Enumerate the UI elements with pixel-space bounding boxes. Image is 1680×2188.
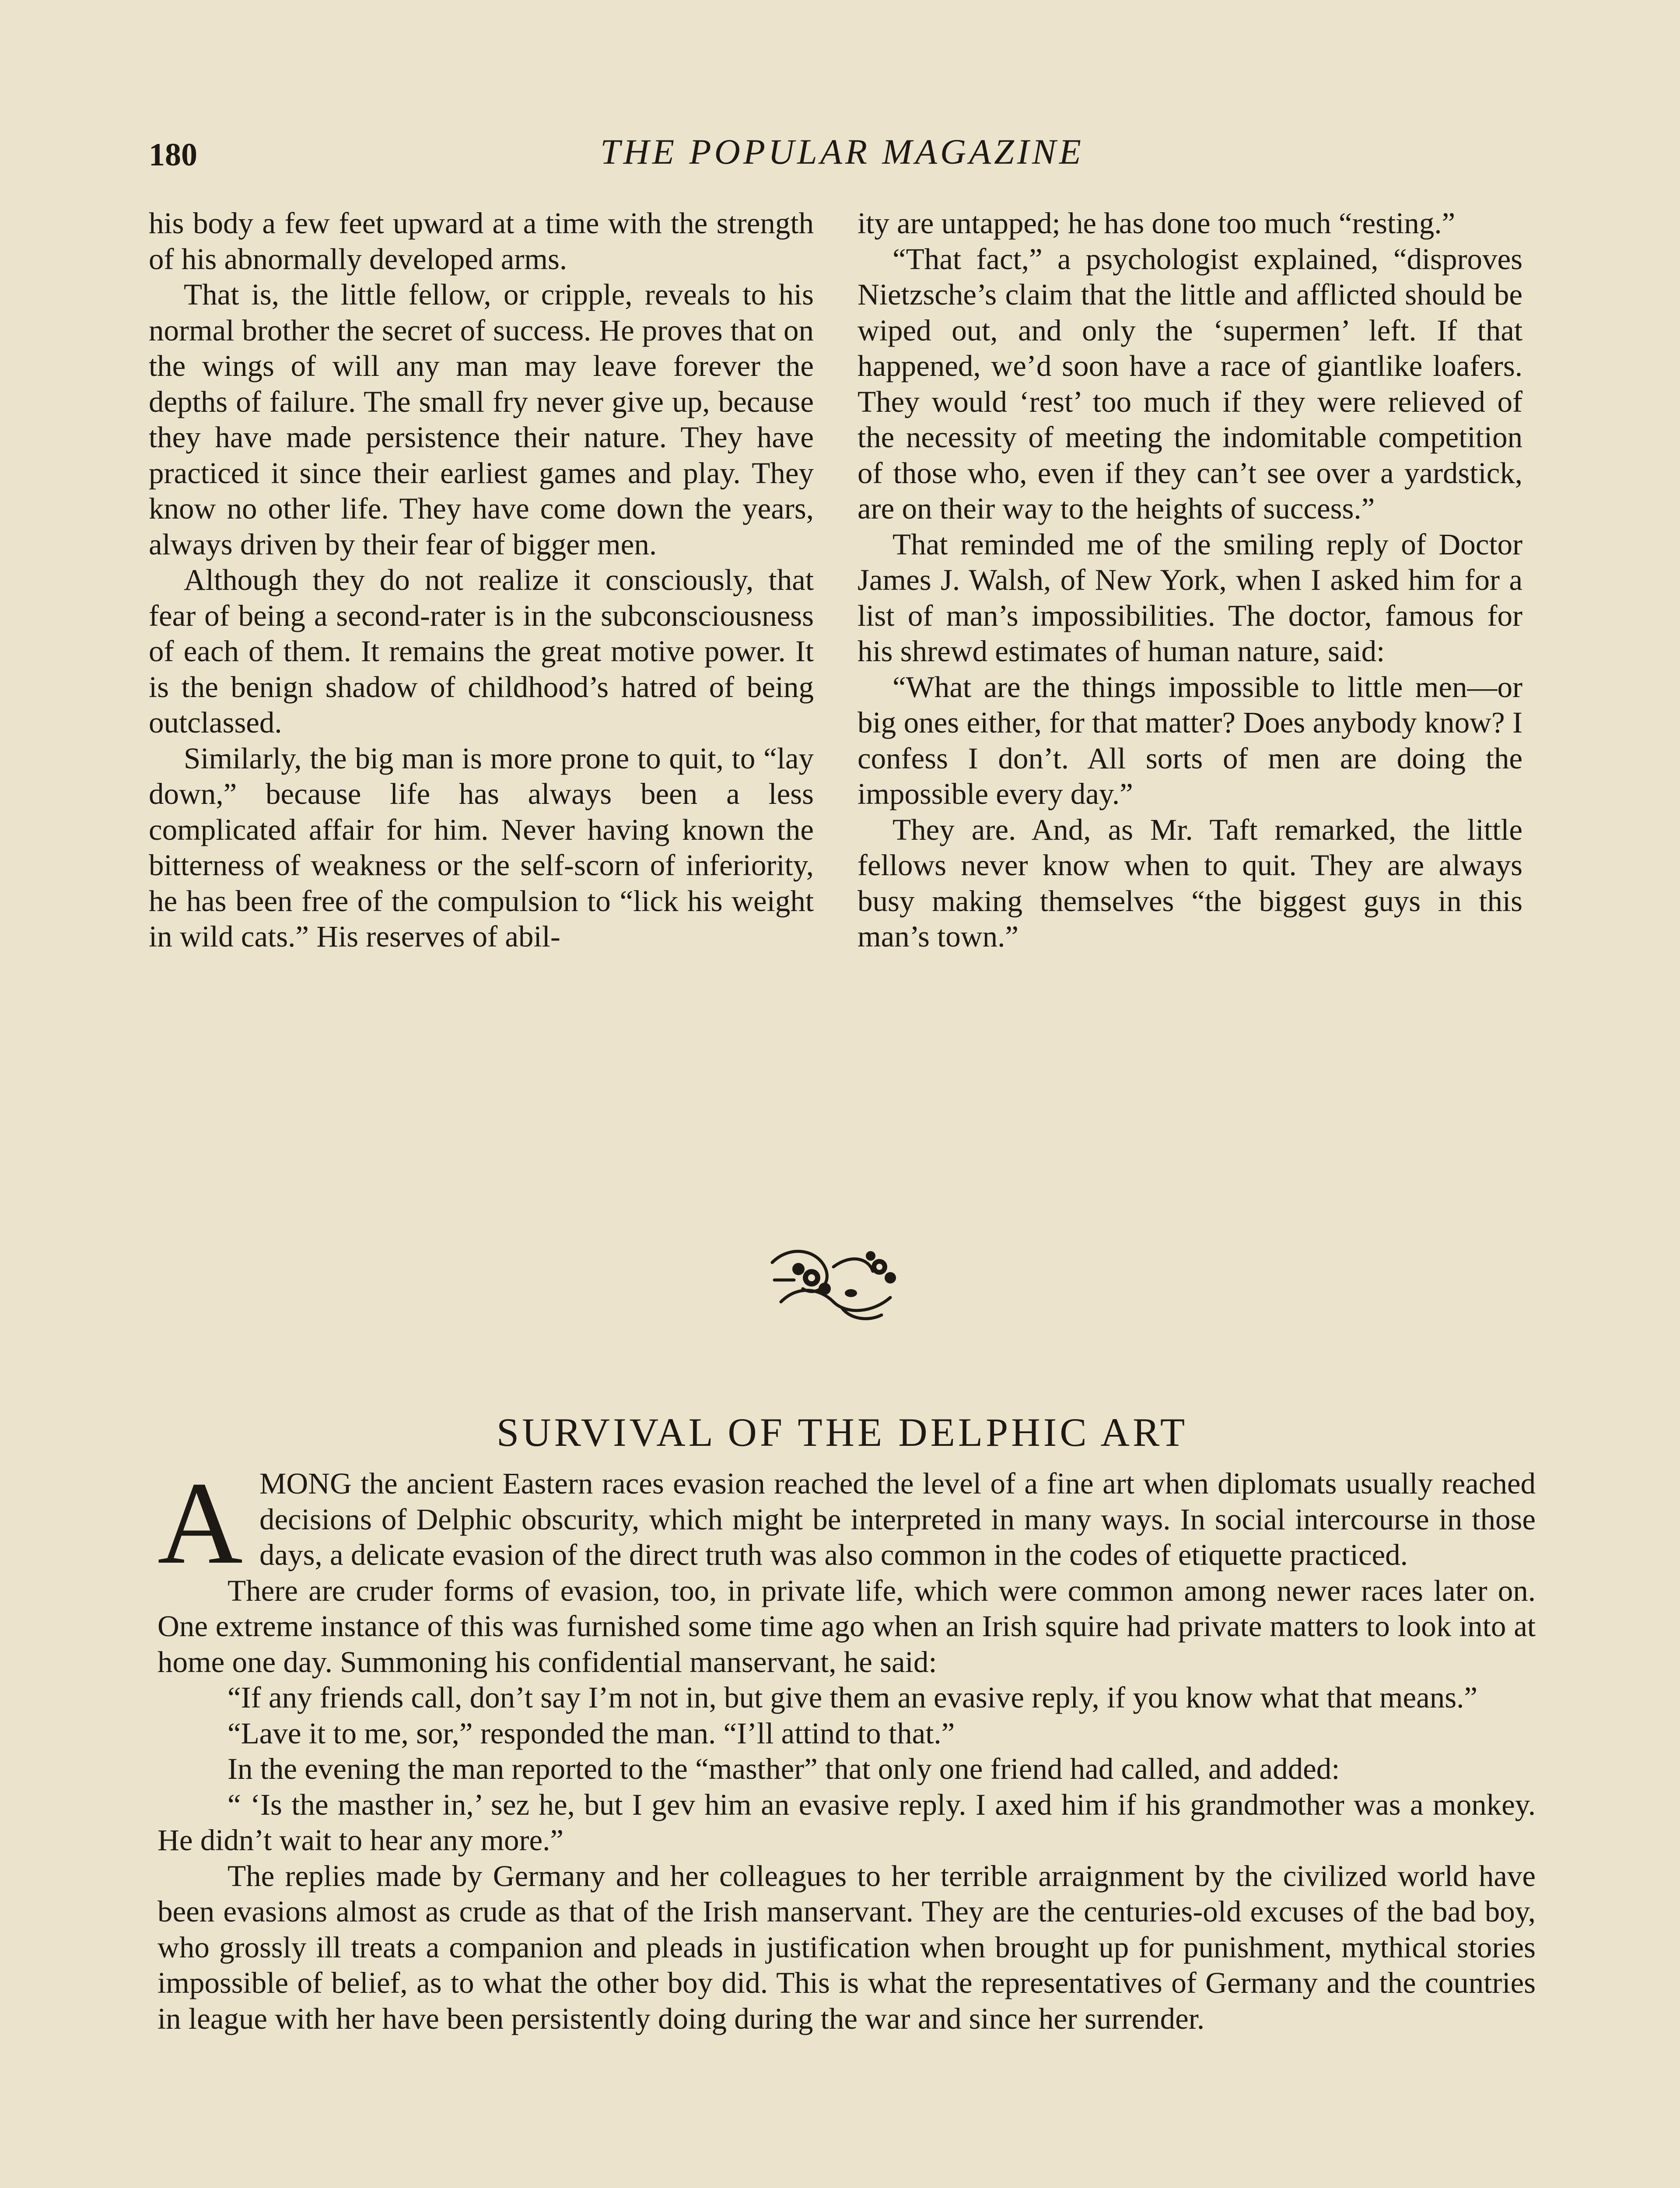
right-paragraph-4: “What are the things impossible to little men—or big ones either, for that matter? Does anybody know? I confess I don’t. All sorts of men are doing the impossible every day.” xyxy=(858,670,1522,810)
left-paragraph-2: That is, the little fellow, or cripple, reveals to his normal brother the secret of success. He proves that on the wings of will any man may leave forever the depths of failure. The small fry never give up, because they have made persistence their nature. They have practiced it since their earliest games and play. They know no other life. They have come down the years, always driven by their fear of bigger men. xyxy=(149,278,814,561)
left-column xyxy=(149,206,814,955)
article-first-paragraph-text: MONG the ancient Eastern races evasion reached the level of a fine art when diplomats usually reached decisions of Delphic obscurity, which might be interpreted in many ways. In social intercourse in those days, a delicate evasion of the direct truth was also common in the codes of etiquette practiced. xyxy=(259,1467,1536,1571)
left-paragraph-3: Although they do not realize it consciously, that fear of being a second-rater is in the subconsciousness of each of them. It remains the great motive power. It is the benign shadow of childhood’s hatred of being outclassed. xyxy=(149,563,814,739)
article-paragraph-6: The replies made by Germany and her colleagues to her terrible arraignment by the civilized world have been evasions almost as crude as that of the Irish manservant. They are the centuries-old excuses of the bad boy, who grossly ill treats a companion and pleads in justification when brought up for punishment, mythical stories impossible of belief, as to what the other boy did. This is what the representatives of Germany and the countries in league with her have been persistently doing during the war and since her surrender. xyxy=(158,1859,1536,2035)
drop-cap: A xyxy=(158,1458,243,1588)
right-paragraph-5: They are. And, as Mr. Taft remarked, the little fellows never know when to quit. They are always busy making themselves “the biggest guys in this man’s town.” xyxy=(858,813,1522,953)
floral-vignette-ornament-icon xyxy=(763,1236,908,1324)
article-paragraph-3: “Lave it to me, sor,” responded the man. “I’ll attind to that.” xyxy=(228,1716,955,1750)
article-first-paragraph xyxy=(158,1458,1536,1588)
article-paragraph-4: In the evening the man reported to the “masther” that only one friend had called, and added: xyxy=(228,1752,1340,1785)
right-paragraph-3: That reminded me of the smiling reply of Doctor James J. Walsh, of New York, when I asked him for a list of man’s impossibilities. The doctor, famous for his shrewd estimates of human nature, said: xyxy=(858,527,1522,668)
right-paragraph-1: ity are untapped; he has done too much “resting.” xyxy=(858,207,1456,240)
right-column xyxy=(858,206,1522,955)
page-header xyxy=(149,131,1536,179)
right-paragraph-2: “That fact,” a psychologist explained, “disproves Nietzsche’s claim that the little and afflicted should be wiped out, and only the ‘supermen’ left. If that happened, we’d soon have a race of giantlike loafers. They would ‘rest’ too much if they were relieved of the necessity of meeting the indomitable competition of those who, even if they can’t see over a yardstick, are on their way to the heights of success.” xyxy=(858,242,1522,525)
article-paragraph-2: “If any friends call, don’t say I’m not in, but give them an evasive reply, if you know what that means.” xyxy=(228,1681,1477,1714)
left-paragraph-4: Similarly, the big man is more prone to quit, to “lay down,” because life has always been a less complicated affair for him. Never having known the bitterness of weakness or the self-scorn of inferiority, he has been free of the compulsion to “lick his weight in wild cats.” His reserves of abil- xyxy=(149,741,814,953)
left-paragraph-1: his body a few feet upward at a time with the strength of his abnormally developed arms. xyxy=(149,207,814,276)
article-paragraph-5: “ ‘Is the masther in,’ sez he, but I gev him an evasive reply. I axed him if his grandmother was a monkey. He didn’t wait to hear any more.” xyxy=(158,1788,1536,1857)
article-paragraph-1: There are cruder forms of evasion, too, in private life, which were common among newer races later on. One extreme instance of this was furnished some time ago when an Irish squire had private matters to look into at home one day. Summoning his confidential manservant, he said: xyxy=(158,1574,1536,1679)
page-number: 180 xyxy=(149,137,197,173)
article-body xyxy=(158,1458,1536,2037)
running-title: THE POPULAR MAGAZINE xyxy=(600,132,1084,172)
article-title: SURVIVAL OF THE DELPHIC ART xyxy=(496,1410,1188,1455)
